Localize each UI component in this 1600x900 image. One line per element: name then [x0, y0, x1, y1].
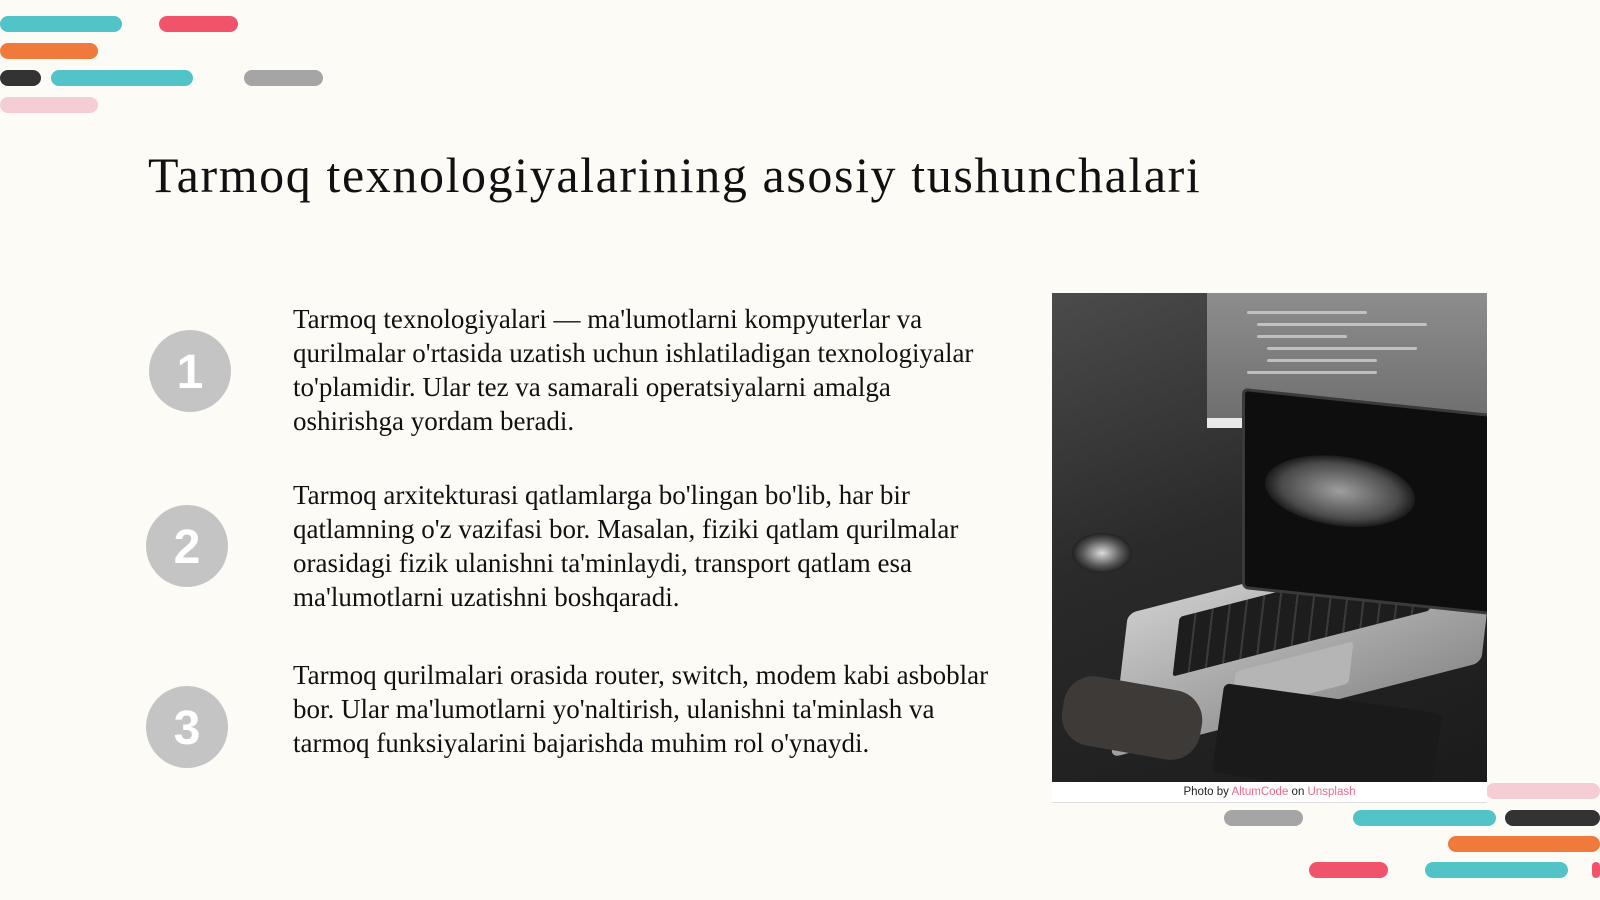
number-badge-1 — [148, 329, 232, 413]
desk-mat-shape — [1212, 683, 1442, 782]
photo-author-link[interactable]: AltumCode — [1231, 786, 1289, 798]
decor-bar — [1224, 810, 1303, 826]
decor-bar — [0, 43, 98, 59]
credit-prefix: Photo by — [1183, 786, 1229, 798]
decor-bar — [244, 70, 323, 86]
item-text-1: Tarmoq texnologiyalari — ma'lumotlarni kompyuterlar va qurilmalar o'rtasida uzatish uchun ishlatiladigan texnologiyalar to'plamidir. Ular tez va samarali operatsiyalarni amalga oshirishga yordam beradi. — [293, 304, 974, 436]
decor-bar — [1309, 862, 1388, 878]
laptop-screen-shape — [1242, 388, 1487, 615]
item-text-3: Tarmoq qurilmalari orasida router, switch, modem kabi asboblar bor. Ular ma'lumotlarni yo'naltirish, ulanishni ta'minlash va tarmoq funksiyalarini bajarishda muhim rol o'ynaydi. — [293, 660, 989, 758]
decor-bar — [1425, 862, 1568, 878]
laptop-photo — [1052, 293, 1487, 782]
photo-source-link[interactable]: Unsplash — [1307, 786, 1356, 798]
decor-bar — [1486, 783, 1600, 799]
item-text-2: Tarmoq arxitekturasi qatlamlarga bo'lingan bo'lib, har bir qatlamning o'z vazifasi bor. Masalan, fiziki qatlam qurilmalar orasidagi fizik ulanishni ta'minlaydi, transport qatlam esa ma'lumotlarni uzatishni boshqaradi. — [293, 480, 959, 612]
decor-bar — [0, 16, 122, 32]
number-badge-2 — [145, 504, 229, 588]
slide-title: Tarmoq texnologiyalarining asosiy tushunchalari — [148, 147, 1202, 203]
decor-bar — [0, 70, 41, 86]
decor-bar — [1353, 810, 1496, 826]
number-badge-label: 2 — [173, 521, 201, 574]
decor-bar — [0, 97, 98, 113]
photo-card — [1052, 293, 1487, 803]
credit-middle: on — [1291, 786, 1305, 798]
decor-bar — [1448, 836, 1600, 852]
cup-shape — [1072, 533, 1132, 573]
photo-credit — [1052, 782, 1487, 802]
decor-bar — [1505, 810, 1600, 826]
decor-bar — [51, 70, 193, 86]
decor-bar — [1592, 862, 1600, 878]
number-badge-label: 3 — [173, 702, 201, 755]
number-badge-label: 1 — [176, 346, 204, 399]
number-badge-3 — [145, 685, 229, 769]
decor-bar — [159, 16, 238, 32]
